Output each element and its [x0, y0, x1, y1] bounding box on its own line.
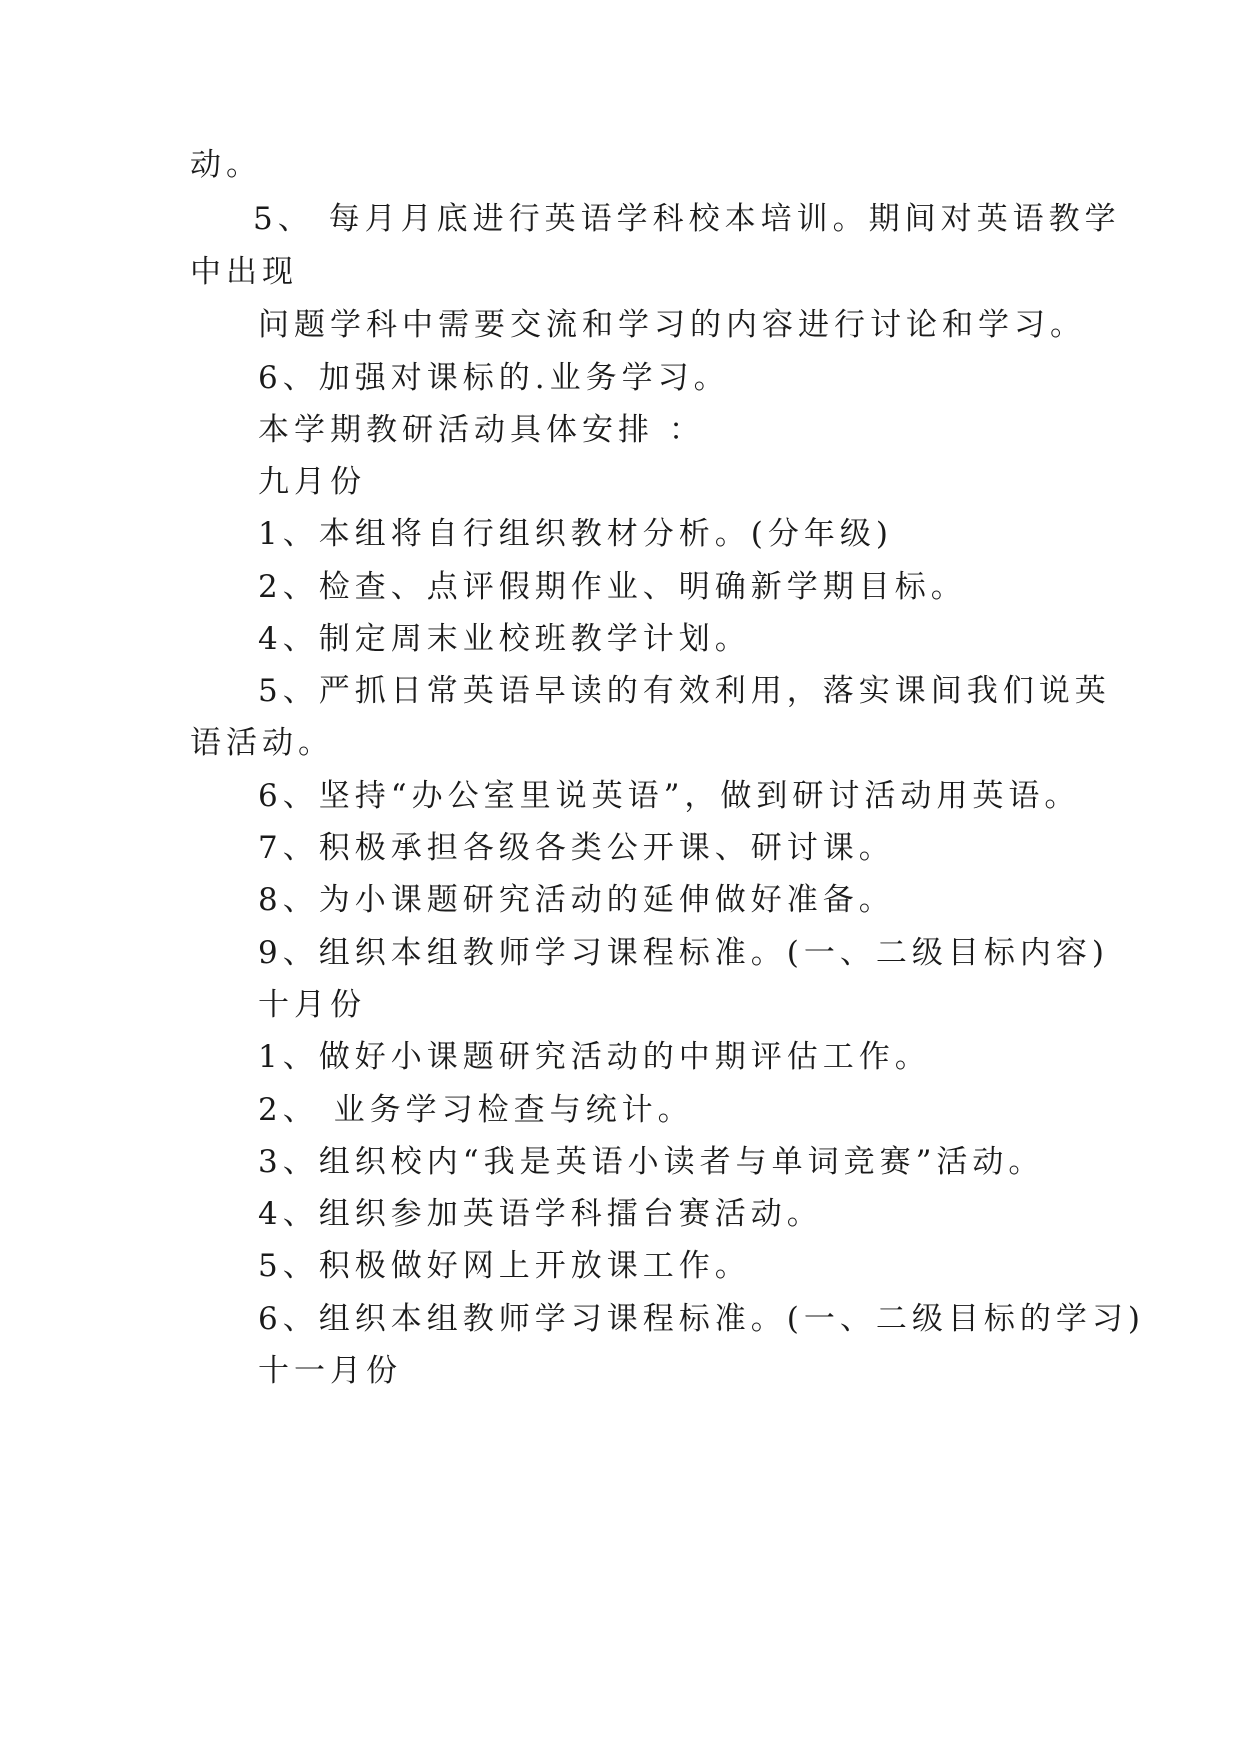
text-line: 4、组织参加英语学科擂台赛活动。 — [258, 1196, 823, 1232]
section-heading: 本学期教研活动具体安排 ： — [258, 412, 705, 448]
text-line: 5、积极做好网上开放课工作。 — [258, 1248, 751, 1284]
text-line: 9、组织本组教师学习课程标准。(一、二级目标内容) — [258, 935, 1109, 971]
text-line: 6、加强对课标的.业务学习。 — [258, 360, 730, 396]
text-line: 6、组织本组教师学习课程标准。(一、二级目标的学习) — [258, 1301, 1145, 1337]
text-line: 动。 — [190, 147, 262, 183]
text-line: 4、制定周末业校班教学计划。 — [258, 621, 751, 657]
text-line: 6、坚持“办公室里说英语”，做到研讨活动用英语。 — [258, 778, 1081, 814]
text-line: 5、 每月月底进行英语学科校本培训。期间对英语教学 — [253, 201, 1121, 237]
text-line: 1、本组将自行组织教材分析。(分年级) — [258, 516, 893, 552]
text-line: 问题学科中需要交流和学习的内容进行讨论和学习。 — [258, 307, 1086, 343]
text-line: 2、 业务学习检查与统计。 — [258, 1092, 694, 1128]
month-heading: 九月份 — [258, 464, 366, 500]
month-heading: 十一月份 — [258, 1353, 402, 1389]
text-line: 3、组织校内“我是英语小读者与单词竞赛”活动。 — [258, 1144, 1045, 1180]
text-line: 中出现 — [190, 254, 298, 290]
text-line: 8、为小课题研究活动的延伸做好准备。 — [258, 882, 895, 918]
text-line: 5、严抓日常英语早读的有效利用，落实课间我们说英 — [258, 673, 1111, 709]
month-heading: 十月份 — [258, 987, 366, 1023]
text-line: 2、检查、点评假期作业、明确新学期目标。 — [258, 569, 967, 605]
text-line: 7、积极承担各级各类公开课、研讨课。 — [258, 830, 895, 866]
text-line: 语活动。 — [190, 725, 334, 761]
text-line: 1、做好小课题研究活动的中期评估工作。 — [258, 1039, 931, 1075]
